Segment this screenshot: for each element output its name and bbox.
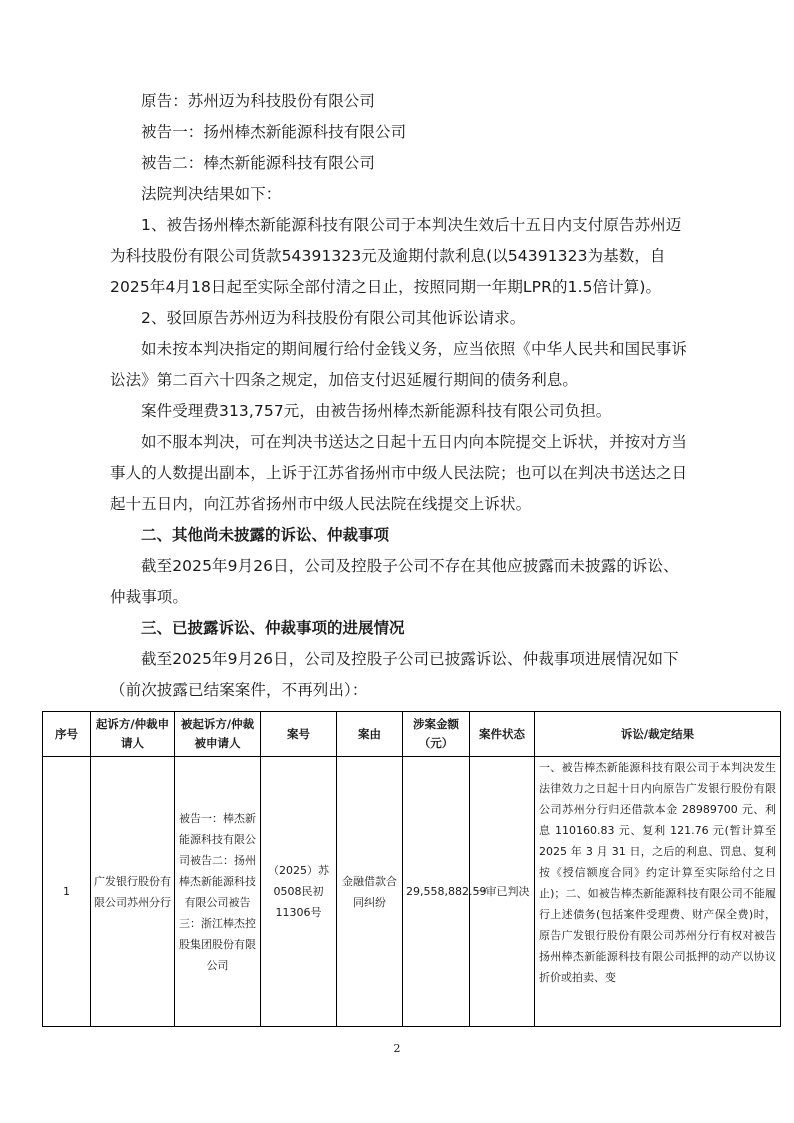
header-case-no: 案号 xyxy=(261,712,337,757)
cell-result: 一、被告棒杰新能源科技有限公司于本判决发生法律效力之日起十日内向原告广发银行股份有限公司苏州分行归还借款本金 28989700 元、利息 110160.83 元、复利 121.76 元(暂计算至 2025 年 3 月 31 日，之后的利息、罚息、复利按《授信额度合同》约定计算至实际给付之日止)；二、如被告棒杰新能源科技有限公司不能履行上述债务(包括案件受理费、财产保全费)时，原告广发银行股份有限公司苏州分行有权对被告扬州棒杰新能源科技有限公司抵押的动产以协议折价或拍卖、变 xyxy=(535,757,781,1027)
header-status: 案件状态 xyxy=(470,712,535,757)
litigation-table xyxy=(42,711,781,1027)
section-2-text: 截至2025年9月26日，公司及控股子公司不存在其他应披露而未披露的诉讼、仲裁事项。 xyxy=(110,557,679,606)
cell-no: 1 xyxy=(43,757,91,1027)
cell-amount: 29,558,882.59 xyxy=(403,757,470,1027)
table-row xyxy=(43,757,781,1027)
paragraph-judgment-intro: 法院判决结果如下： xyxy=(141,185,282,203)
judgment-text-block xyxy=(110,86,694,706)
header-result: 诉讼/裁定结果 xyxy=(535,712,781,757)
paragraph-appeal: 如不服本判决，可在判决书送达之日起十五日内向本院提交上诉状，并按对方当事人的人数提出副本，上诉于江苏省扬州市中级人民法院；也可以在判决书送达之日起十五日内，向江苏省扬州市中级人民法院在线提交上诉状。 xyxy=(110,433,688,513)
cell-cause: 金融借款合同纠纷 xyxy=(337,757,403,1027)
paragraph-defendant-1: 被告一：扬州棒杰新能源科技有限公司 xyxy=(141,123,407,141)
paragraph-case-fee: 案件受理费313,757元，由被告扬州棒杰新能源科技有限公司负担。 xyxy=(141,402,612,420)
cell-status: 一审已判决 xyxy=(470,757,535,1027)
paragraph-judgment-item-2: 2、驳回原告苏州迈为科技股份有限公司其他诉讼请求。 xyxy=(141,309,526,327)
section-3-heading: 三、已披露诉讼、仲裁事项的进展情况 xyxy=(141,619,405,637)
header-plaintiff: 起诉方/仲裁申请人 xyxy=(91,712,175,757)
section-3-text: 截至2025年9月26日，公司及控股子公司已披露诉讼、仲裁事项进展情况如下（前次披露已结案案件，不再列出）： xyxy=(110,650,679,699)
header-amount: 涉案金额（元） xyxy=(403,712,470,757)
paragraph-judgment-item-1: 1、被告扬州棒杰新能源科技有限公司于本判决生效后十五日内支付原告苏州迈为科技股份有限公司货款54391323元及逾期付款利息(以54391323为基数，自2025年4月18日起至实际全部付清之日止，按照同期一年期LPR的1.5倍计算)。 xyxy=(110,216,682,296)
page-number: 2 xyxy=(393,1042,401,1055)
cell-case-no: （2025）苏0508民初11306号 xyxy=(261,757,337,1027)
header-cause: 案由 xyxy=(337,712,403,757)
paragraph-plaintiff: 原告：苏州迈为科技股份有限公司 xyxy=(141,92,376,110)
paragraph-defendant-2: 被告二：棒杰新能源科技有限公司 xyxy=(141,154,376,172)
table-header-row xyxy=(43,712,781,757)
header-no: 序号 xyxy=(43,712,91,757)
header-defendant: 被起诉方/仲裁被申请人 xyxy=(175,712,261,757)
cell-plaintiff: 广发银行股份有限公司苏州分行 xyxy=(91,757,175,1027)
cell-defendant: 被告一：棒杰新能源科技有限公司被告二：扬州棒杰新能源科技有限公司被告三：浙江棒杰控股集团股份有限公司 xyxy=(175,757,261,1027)
section-2-heading: 二、其他尚未披露的诉讼、仲裁事项 xyxy=(141,526,390,544)
paragraph-delay-interest: 如未按本判决指定的期间履行给付金钱义务，应当依照《中华人民共和国民事诉讼法》第二百六十四条之规定，加倍支付迟延履行期间的债务利息。 xyxy=(110,340,688,389)
